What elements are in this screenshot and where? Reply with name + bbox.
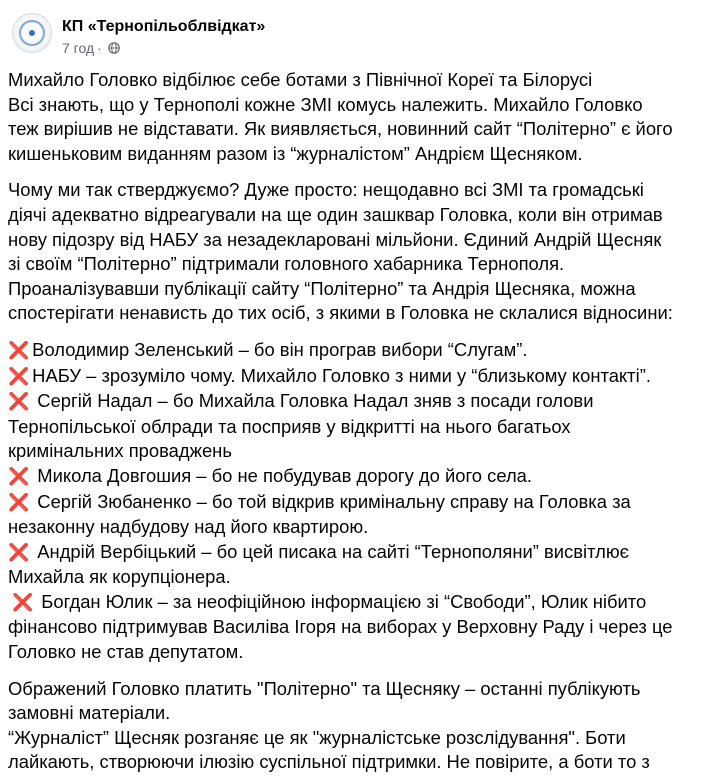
- post-timestamp[interactable]: 7 год: [62, 40, 95, 56]
- list-item: ❌ НАБУ – зрозуміло чому. Михайло Головко з ними у “близькому контакті”.: [8, 364, 651, 386]
- cross-mark-icon: ❌: [8, 466, 30, 486]
- text-line: Чому ми так стверджуємо? Дуже просто: нещодавно всі ЗМІ та громадські: [8, 179, 644, 201]
- cross-mark-icon: ❌: [8, 492, 30, 512]
- list-item: ❌ Володимир Зеленський – бо він програв вибори “Слугам”.: [8, 338, 528, 360]
- text-line: нову підозру від НАБУ за незадекларовані мільйони. Єдиний Андрій Щесняк: [8, 228, 662, 250]
- post-subline: [62, 40, 265, 56]
- page-name-link[interactable]: КП «Тернопільоблвідкат»: [62, 18, 266, 35]
- text-line: замовні матеріали.: [8, 702, 171, 724]
- post-body: [8, 68, 698, 775]
- paragraph-explanation: [8, 178, 698, 326]
- list-item-continuation: Тернопільської облради та посприяв у відкритті на нього багатьох: [8, 415, 571, 437]
- list-item: ❌ Сергій Надал – бо Михайла Головка Надал зняв з посади голови: [8, 390, 594, 412]
- text-line: Всі знають, що у Тернополі кожне ЗМІ комусь належить. Михайло Головко: [8, 93, 643, 115]
- list-item-continuation: Головко не став депутатом.: [8, 641, 244, 663]
- page-avatar[interactable]: [12, 13, 52, 53]
- text-line: Проаналізувавши публікації сайту “Політерно” та Андрія Щесняка, можна: [8, 277, 636, 299]
- cross-mark-icon: ❌: [8, 542, 30, 562]
- paragraph-intro: [8, 68, 698, 166]
- list-item-continuation: незаконну надбудову над його квартирою.: [8, 516, 369, 538]
- cross-mark-icon: ❌: [8, 340, 30, 360]
- list-item: ❌ Богдан Юлик – за неофіційною інформацією зі “Свободи”, Юлик нібито: [12, 590, 647, 612]
- list-item: ❌ Микола Довгошия – бо не побудував дорогу до його села.: [8, 464, 533, 486]
- cross-mark-icon: ❌: [8, 366, 30, 386]
- text-line: кишеньковим виданням разом із “журналістом” Андрієм Щесняком.: [8, 142, 583, 164]
- text-line: зі своїм “Політерно” підтримали головного хабарника Тернополя.: [8, 253, 565, 275]
- list-item-continuation: фінансово підтримував Василіва Ігоря на виборах у Верховну Раду і через це: [8, 616, 673, 638]
- text-line: “Журналіст” Щесняк розганяє це як "журналістське розслідування". Боти: [8, 726, 626, 748]
- list-item-continuation: кримінальних проваджень: [8, 440, 232, 462]
- text-line: Ображений Головко платить "Політерно" та Щесняку – останні публікують: [8, 677, 641, 699]
- paragraph-conclusion: [8, 677, 698, 775]
- list-item: ❌ Андрій Вербіцький – бо цей писака на сайті “Тернополяни” висвітлює: [8, 540, 630, 562]
- avatar-logo-dot: [29, 30, 35, 36]
- post-header: [12, 13, 265, 63]
- separator-dot: ·: [97, 40, 102, 56]
- text-line: діячі адекватно відреагували на ще один зашквар Головка, коли він отримав: [8, 203, 663, 225]
- cross-mark-icon: ❌: [8, 392, 30, 412]
- headline-line: Михайло Головко відбілює себе ботами з Північної Кореї та Білорусі: [8, 69, 593, 90]
- post-meta: [62, 17, 265, 56]
- text-line: теж вирішив не відставати. Як виявляється, новинний сайт “Політерно” є його: [8, 118, 673, 140]
- list-item: ❌ Сергій Зюбаненко – бо той відкрив кримінальну справу на Головка за: [8, 490, 631, 512]
- text-line: спостерігати ненависть до тих осіб, з якими в Головка не склалися відносини:: [8, 302, 673, 324]
- globe-icon[interactable]: [108, 42, 120, 54]
- text-line: лайкають, створюючи ілюзію суспільної підтримки. Не повірите, а боти то з: [8, 751, 650, 773]
- cross-mark-icon: ❌: [12, 592, 34, 612]
- list-item-continuation: Михайла як корупціонера.: [8, 566, 231, 588]
- enemies-list: [8, 338, 698, 665]
